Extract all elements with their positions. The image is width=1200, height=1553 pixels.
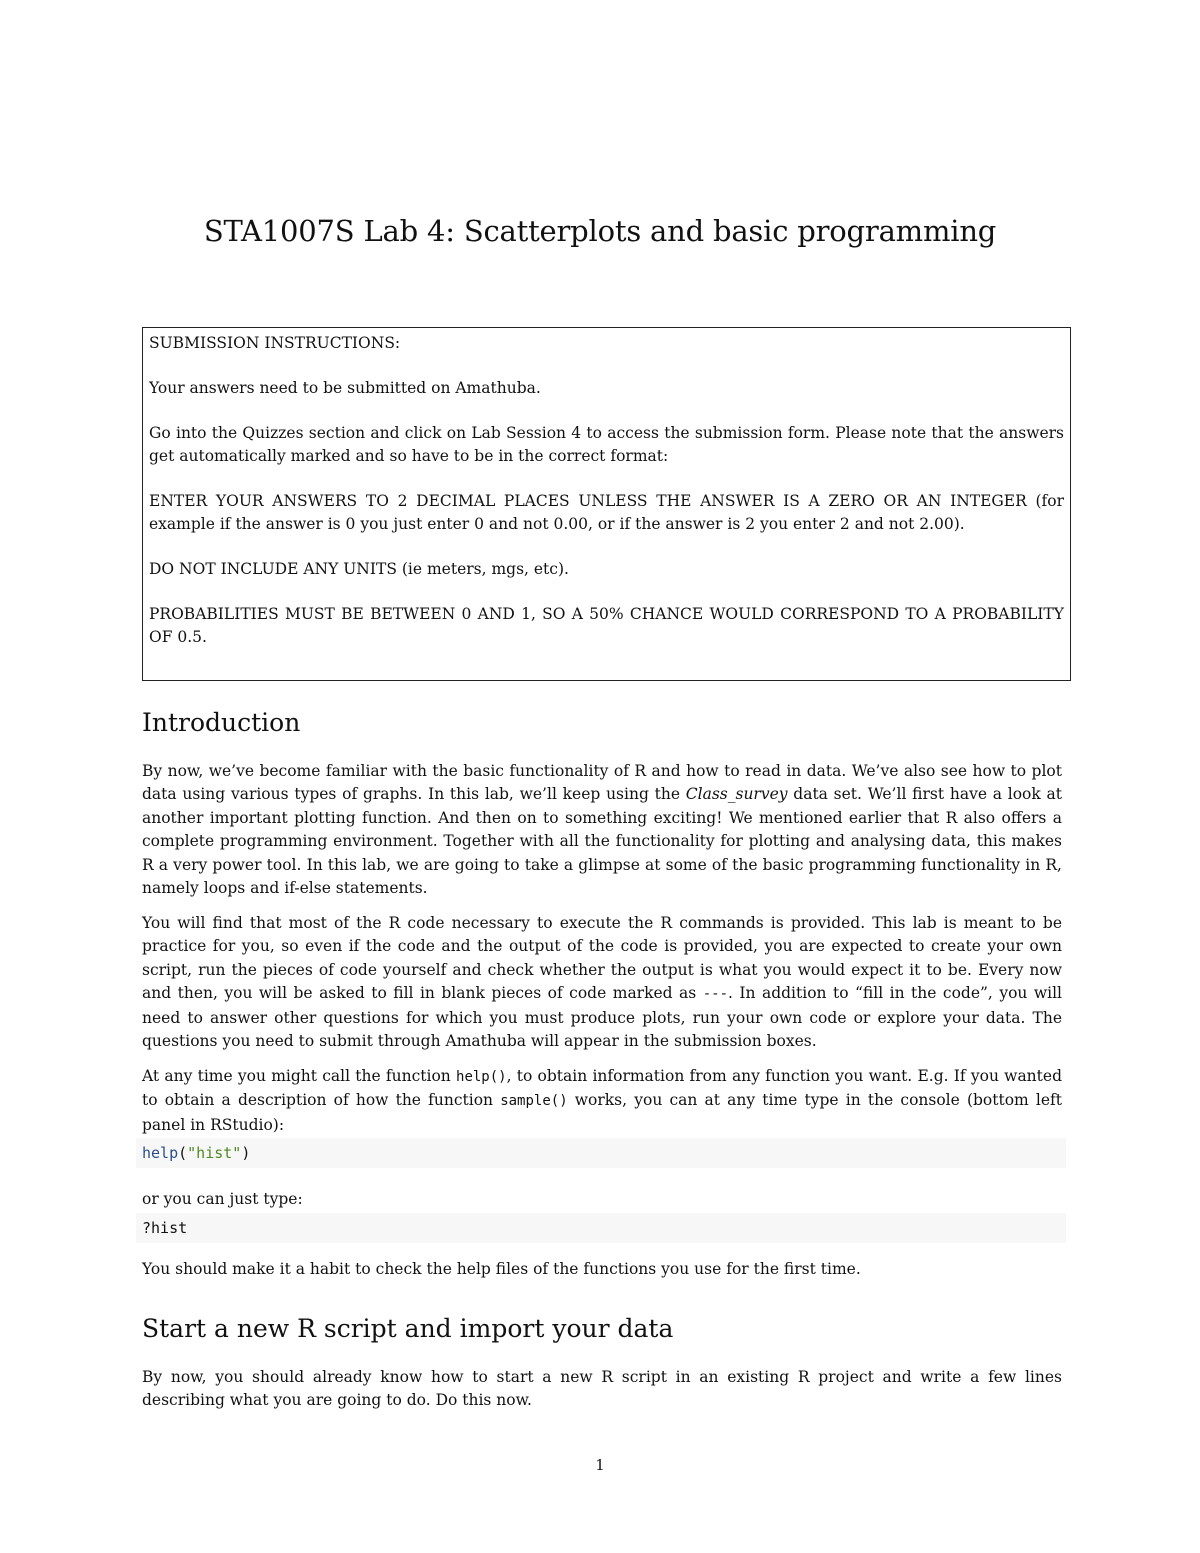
text-run: At any time you might call the function — [142, 1067, 457, 1085]
submission-paragraph: Go into the Quizzes section and click on Lab Session 4 to access the submission form. Please note that the answers get automatically marked and so have to be in the correct format: — [149, 424, 1064, 465]
code-function: help — [142, 1144, 179, 1162]
dataset-name: Class_survey — [685, 785, 788, 804]
intro-paragraph — [142, 760, 1062, 900]
text-run: works, you can at any time type in the console (bottom left panel in RStudio): — [142, 1091, 1062, 1134]
code-block[interactable] — [136, 1213, 1066, 1243]
text-run: By now, we’ve become familiar with the basic functionality of R and how to read in data. We’ve also see how to plot data using various types of graphs. In this lab, we’ll keep using the — [142, 762, 1062, 804]
submission-instructions-box — [142, 327, 1071, 681]
submission-paragraph: DO NOT INCLUDE ANY UNITS (ie meters, mgs, etc). — [149, 560, 569, 578]
page-number: 1 — [595, 1456, 605, 1474]
submission-paragraph: Your answers need to be submitted on Amathuba. — [149, 379, 541, 397]
section-heading-introduction: Introduction — [142, 708, 301, 737]
intro-paragraph — [142, 912, 1062, 1053]
intro-paragraph: or you can just type: — [142, 1190, 303, 1208]
text-run: , to obtain information from any function you want. E.g. If you wanted to obtain a description of how the function — [142, 1067, 1062, 1110]
submission-heading: SUBMISSION INSTRUCTIONS: — [149, 334, 401, 352]
code-punct: ( — [178, 1144, 188, 1162]
inline-code: sample() — [500, 1093, 568, 1110]
code-string: "hist" — [187, 1144, 242, 1162]
submission-paragraph: PROBABILITIES MUST BE BETWEEN 0 AND 1, SO A 50% CHANCE WOULD CORRESPOND TO A PROBABILITY OF 0.5. — [149, 605, 1064, 646]
code-block[interactable] — [136, 1138, 1066, 1168]
section-heading-start-script: Start a new R script and import your data — [142, 1314, 674, 1343]
inline-code: --- — [702, 986, 729, 1003]
start-paragraph: By now, you should already know how to start a new R script in an existing R project and write a few lines describing what you are going to do. Do this now. — [142, 1368, 1062, 1410]
submission-paragraph: ENTER YOUR ANSWERS TO 2 DECIMAL PLACES UNLESS THE ANSWER IS A ZERO OR AN INTEGER (for example if the answer is 0 you just enter 0 and not 0.00, or if the answer is 2 you enter 2 and not 2.00). — [149, 492, 1064, 533]
code-punct: ) — [241, 1144, 251, 1162]
page-title: STA1007S Lab 4: Scatterplots and basic programming — [203, 214, 997, 248]
text-run: data set. We’ll first have a look at another important plotting function. And then on to something exciting! We mentioned earlier that R also offers a complete programming environment. Together with all the functionality for plotting and analysing data, this makes R a very power tool. In this lab, we are going to take a glimpse at some of the basic programming functionality in R, namely loops and if-else statements. — [142, 785, 1062, 898]
intro-paragraph: You should make it a habit to check the help files of the functions you use for the first time. — [142, 1260, 861, 1278]
intro-paragraph — [142, 1065, 1062, 1137]
text-run: . In addition to “fill in the code”, you will need to answer other questions for which you must produce plots, run your own code or explore your data. The questions you need to submit through Amathuba will appear in the submission boxes. — [142, 984, 1062, 1051]
inline-code: help() — [456, 1069, 507, 1085]
text-run: You will find that most of the R code necessary to execute the R commands is provided. This lab is meant to be practice for you, so even if the code and the output of the code is provided, you are expected to create your own script, run the pieces of code yourself and check whether the output is what you would expect it to be. Every now and then, you will be asked to fill in blank pieces of code marked as — [142, 914, 1062, 1003]
code-text: ?hist — [142, 1219, 188, 1237]
